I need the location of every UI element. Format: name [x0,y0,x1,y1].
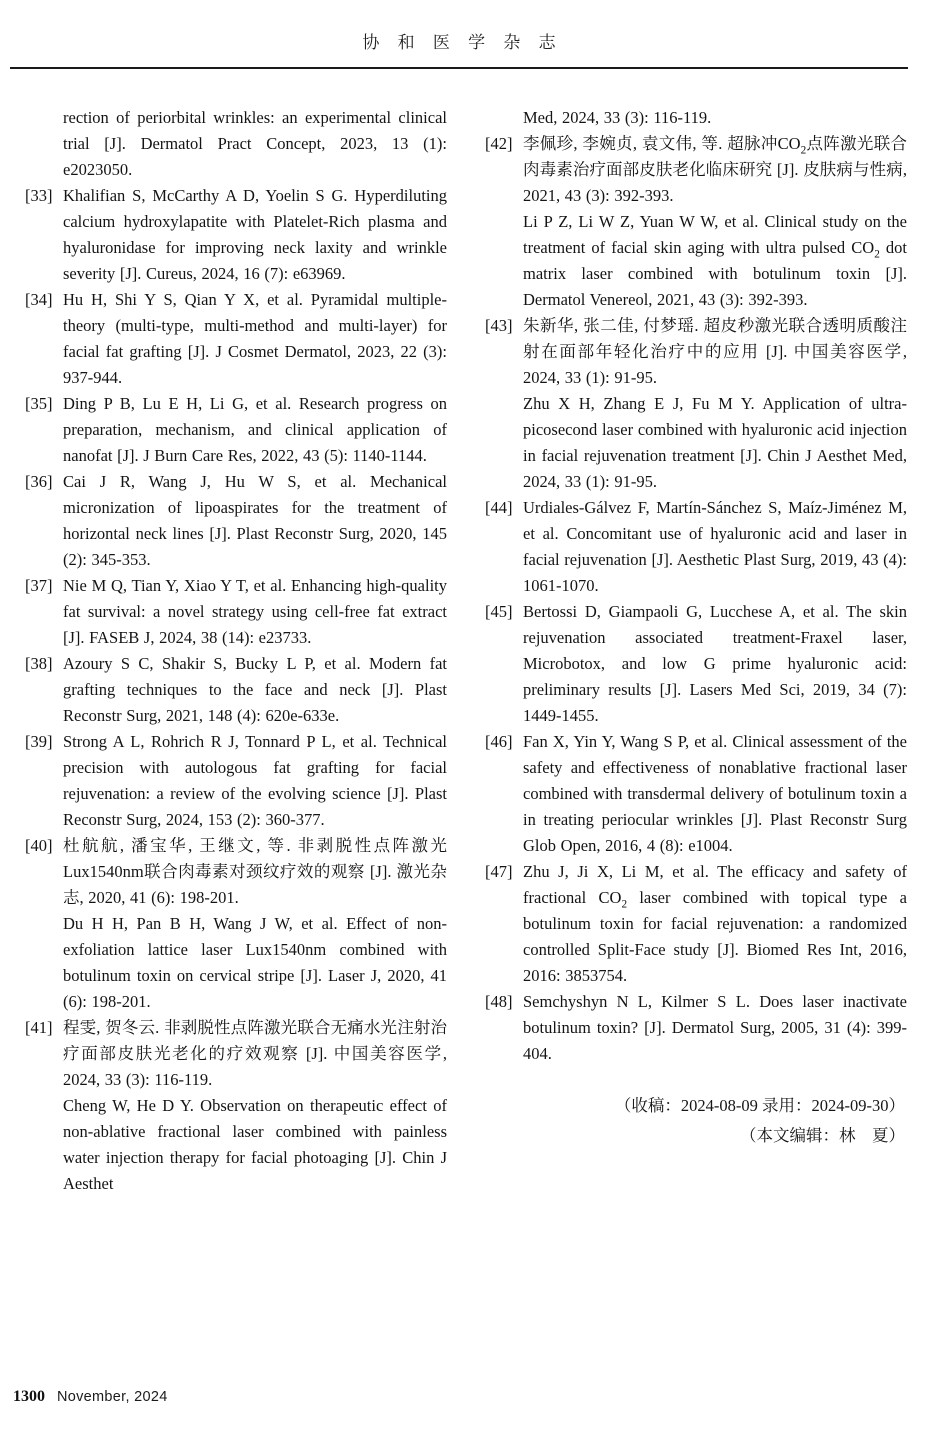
reference-body [523,131,907,313]
references-section [0,105,925,1197]
reference-number: [47] [485,862,513,881]
reference-number: [46] [485,732,513,751]
reference-paragraph: rection of periorbital wrinkles: an experimental clinical trial [J]. Dermatol Pract Concept, 2023, 13 (1): e2023050. [63,108,447,179]
reference-body [63,287,447,391]
reference-paragraph: 李佩珍, 李婉贞, 袁文伟, 等. 超脉冲$CO_2$点阵激光联合肉毒素治疗面部皮肤老化临床研究 [J]. 皮肤病与性病, 2021, 43 (3): 392-393. [523,134,908,205]
reference-number: [38] [25,654,53,673]
reference-paragraph: Bertossi D, Giampaoli G, Lucchese A, et al. The skin rejuvenation associated treatment-Fraxel laser, Microbotox, and low G prime hyaluronic acid: preliminary results [J]. Lasers Med Sci, 2019, 34 (7): 1449-1455. [523,602,907,725]
received-accepted-line: （收稿：2024-08-09 录用：2024-09-30） [614,1096,905,1115]
reference-paragraph: Zhu X H, Zhang E J, Fu M Y. Application of ultra-picosecond laser combined with hyaluronic acid injection in facial rejuvenation treatment [J]. Chin J Aesthet Med, 2024, 33 (1): 91-95. [523,394,907,491]
reference-body [63,1015,447,1197]
reference-paragraph: Azoury S C, Shakir S, Bucky L P, et al. Modern fat grafting techniques to the face and neck [J]. Plast Reconstr Surg, 2021, 148 (4): 620e-633e. [63,654,447,725]
page-footer [13,1388,168,1406]
reference-item [485,859,907,989]
reference-body [63,105,447,183]
editor-line: （本文编辑：林 夏） [740,1126,905,1145]
reference-body [63,833,447,1015]
reference-paragraph: Urdiales-Gálvez F, Martín-Sánchez S, Maíz-Jiménez M, et al. Concomitant use of hyaluronic acid and laser in facial rejuvenation [J]. Aesthetic Plast Surg, 2019, 43 (4): 1061-1070. [523,498,907,595]
reference-body [63,729,447,833]
reference-paragraph: Cai J R, Wang J, Hu W S, et al. Mechanical micronization of lipoaspirates for the treatment of horizontal neck lines [J]. Plast Reconstr Surg, 2020, 145 (2): 345-353. [63,472,447,569]
reference-item [25,469,447,573]
references-column-right [485,105,907,1197]
reference-number: [36] [25,472,53,491]
reference-item [25,729,447,833]
references-column-left [25,105,447,1197]
reference-item [25,1015,447,1197]
reference-paragraph: Khalifian S, McCarthy A D, Yoelin S G. Hyperdiluting calcium hydroxylapatite with Platelet-Rich plasma and hyaluronidase for improving neck laxity and wrinkle severity [J]. Cureus, 2024, 16 (7): e63969. [63,186,447,283]
reference-paragraph: Fan X, Yin Y, Wang S P, et al. Clinical assessment of the safety and effectiveness of nonablative fractional laser combined with transdermal delivery of botulinum toxin a in treating periocular wrinkles [J]. Plast Reconstr Surg Glob Open, 2016, 4 (8): e1004. [523,732,907,855]
reference-body [523,859,907,989]
reference-item [25,573,447,651]
reference-number: [45] [485,602,513,621]
reference-item [25,651,447,729]
reference-item [485,495,907,599]
reference-paragraph: Zhu J, Ji X, Li M, et al. The efficacy and safety of fractional $CO_2$ laser combined with topical type a botulinum toxin for facial rejuvenation: a randomized controlled Split-Face study [J]. Biomed Res Int, 2016, 2016: 3853754. [523,862,907,985]
page-number: 1300 [13,1388,45,1405]
reference-item [485,105,907,131]
reference-paragraph: Cheng W, He D Y. Observation on therapeutic effect of non-ablative fractional laser combined with painless water injection therapy for facial photoaging [J]. Chin J Aesthet [63,1096,447,1193]
reference-item [25,105,447,183]
reference-paragraph: 程雯, 贺冬云. 非剥脱性点阵激光联合无痛水光注射治疗面部皮肤光老化的疗效观察 [J]. 中国美容医学, 2024, 33 (3): 116-119. [63,1018,447,1089]
issue-date: November, 2024 [57,1389,168,1405]
reference-paragraph: Du H H, Pan B H, Wang J W, et al. Effect of non-exfoliation lattice laser Lux1540nm combined with botulinum toxin on cervical stripe [J]. Laser J, 2020, 41 (6): 198-201. [63,914,447,1011]
reference-body [523,105,907,131]
reference-body [523,989,907,1067]
reference-paragraph: 杜航航, 潘宝华, 王继文, 等. 非剥脱性点阵激光Lux1540nm联合肉毒素对颈纹疗效的观察 [J]. 激光杂志, 2020, 41 (6): 198-201. [63,836,447,907]
journal-title: 协 和 医 学 杂 志 [362,33,563,52]
reference-paragraph: 朱新华, 张二佳, 付梦瑶. 超皮秒激光联合透明质酸注射在面部年轻化治疗中的应用 [J]. 中国美容医学, 2024, 33 (1): 91-95. [523,316,907,387]
reference-item [485,599,907,729]
reference-number: [43] [485,316,513,335]
reference-body [63,573,447,651]
reference-paragraph: Semchyshyn N L, Kilmer S L. Does laser inactivate botulinum toxin? [J]. Dermatol Surg, 2005, 31 (4): 399-404. [523,992,907,1063]
reference-paragraph: Nie M Q, Tian Y, Xiao Y T, et al. Enhancing high-quality fat survival: a novel strategy using cell-free fat extract [J]. FASEB J, 2024, 38 (14): e23733. [63,576,447,647]
reference-paragraph: Ding P B, Lu E H, Li G, et al. Research progress on preparation, mechanism, and clinical application of nanofat [J]. J Burn Care Res, 2022, 43 (5): 1140-1144. [63,394,447,465]
reference-body [63,651,447,729]
reference-number: [37] [25,576,53,595]
reference-item [25,183,447,287]
reference-body [63,391,447,469]
reference-body [523,729,907,859]
reference-item [485,989,907,1067]
reference-number: [39] [25,732,53,751]
reference-paragraph: Hu H, Shi Y S, Qian Y X, et al. Pyramidal multiple-theory (multi-type, multi-method and multi-layer) for facial fat grafting [J]. J Cosmet Dermatol, 2023, 22 (3): 937-944. [63,290,447,387]
reference-number: [34] [25,290,53,309]
reference-item [25,833,447,1015]
reference-number: [44] [485,498,513,517]
reference-item [25,287,447,391]
reference-number: [33] [25,186,53,205]
reference-item [25,391,447,469]
reference-number: [42] [485,134,513,153]
reference-body [63,183,447,287]
page-header [0,0,925,69]
reference-paragraph: Li P Z, Li W Z, Yuan W W, et al. Clinical study on the treatment of facial skin aging with ultra pulsed $CO_2$ dot matrix laser combined with botulinum toxin [J]. Dermatol Venereol, 2021, 43 (3): 392-393. [523,212,907,309]
reference-paragraph: Strong A L, Rohrich R J, Tonnard P L, et al. Technical precision with autologous fat grafting for facial rejuvenation: a review of the evolving science [J]. Plast Reconstr Surg, 2024, 153 (2): 360-377. [63,732,447,829]
reference-paragraph: Med, 2024, 33 (3): 116-119. [523,108,712,127]
reference-body [63,469,447,573]
reference-list-right [485,105,907,1067]
reference-number: [35] [25,394,53,413]
reference-number: [48] [485,992,513,1011]
reference-body [523,495,907,599]
reference-item [485,313,907,495]
reference-number: [41] [25,1018,53,1037]
header-rule [10,67,908,69]
reference-item [485,131,907,313]
reference-number: [40] [25,836,53,855]
reference-item [485,729,907,859]
reference-body [523,313,907,495]
closing-block [485,1091,907,1151]
reference-body [523,599,907,729]
